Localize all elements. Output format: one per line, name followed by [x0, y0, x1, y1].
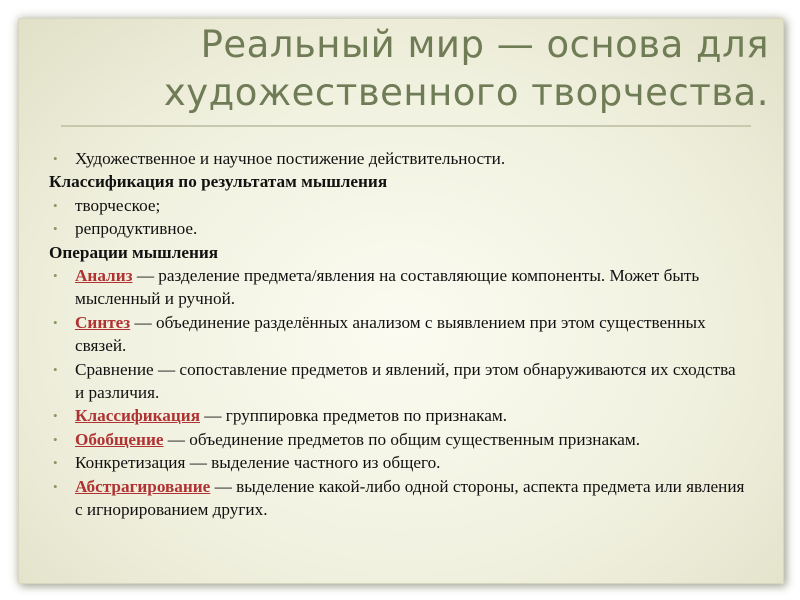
title-line-2: художественного творчества. [163, 71, 769, 114]
slide-content [49, 147, 749, 522]
item-text: — объединение предметов по общим существенным признакам. [163, 429, 641, 449]
slide [18, 18, 784, 584]
item-text: творческое; [75, 195, 161, 215]
bullet-icon: • [53, 221, 58, 237]
list-item [49, 217, 749, 240]
title-divider [61, 125, 751, 127]
bullet-icon: • [53, 268, 58, 284]
list-item [49, 475, 749, 522]
item-text: Конкретизация — выделение частного из общего. [75, 453, 441, 473]
list-item [49, 404, 749, 427]
slide-title [39, 21, 769, 117]
list-item [49, 358, 749, 405]
term-link-obobshchenie[interactable]: Обобщение [75, 429, 164, 449]
bullet-icon: • [53, 455, 58, 471]
bullet-icon: • [53, 197, 58, 213]
list-item [49, 264, 749, 311]
list-item [49, 147, 749, 170]
item-text: — группировка предметов по признакам. [200, 406, 508, 426]
term-link-abstragirovanie[interactable]: Абстрагирование [75, 476, 211, 496]
item-text: — разделение предмета/явления на составляющие компоненты. Может быть мысленный и ручной. [75, 266, 700, 309]
list-item [49, 428, 749, 451]
bullet-icon: • [53, 478, 58, 494]
section-heading: Операции мышления [49, 242, 219, 262]
term-link-analiz[interactable]: Анализ [75, 266, 133, 286]
section-heading: Классификация по результатам мышления [49, 172, 388, 192]
item-text: репродуктивное. [75, 219, 198, 239]
bullet-icon: • [53, 431, 58, 447]
bullet-icon: • [53, 314, 58, 330]
list-item [49, 451, 749, 474]
item-text: Художественное и научное постижение действительности. [75, 149, 506, 168]
bullet-icon: • [53, 151, 58, 166]
item-text: — объединение разделённых анализом с выявлением при этом существенных связей. [75, 312, 706, 356]
term-link-sintez[interactable]: Синтез [75, 312, 131, 332]
title-line-1: Реальный мир — основа для [200, 23, 769, 66]
bullet-icon: • [53, 361, 58, 377]
term-link-klassifikatsiya[interactable]: Классификация [75, 406, 200, 426]
list-item [49, 194, 749, 217]
list-item [49, 311, 749, 358]
bullet-icon: • [53, 408, 58, 424]
item-text: — выделение какой-либо одной стороны, аспекта предмета или явления с игнорированием других. [75, 476, 745, 520]
item-text: Сравнение — сопоставление предметов и явлений, при этом обнаруживаются их сходства и различия. [75, 359, 736, 403]
